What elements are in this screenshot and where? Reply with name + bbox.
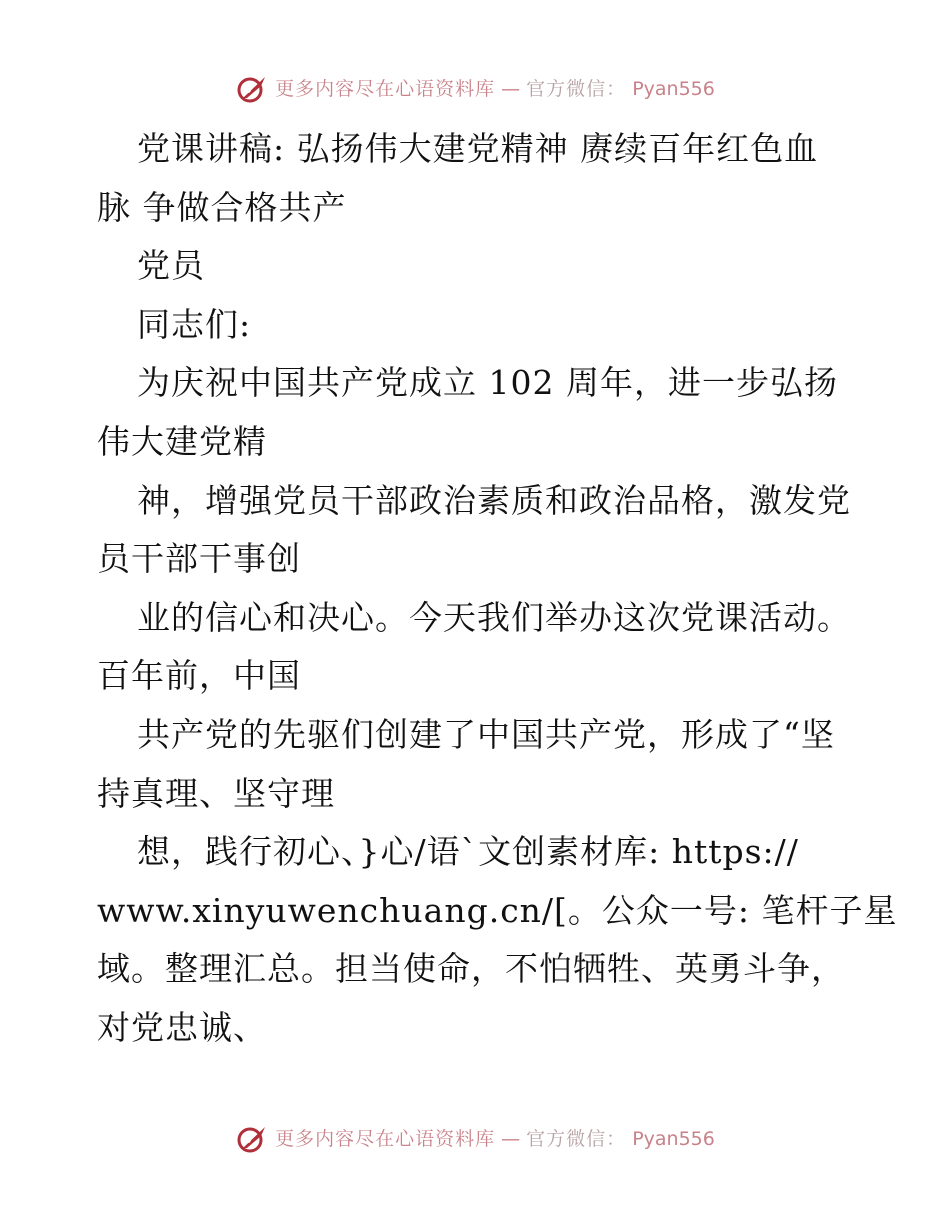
doc-line: 伟大建党精 (97, 421, 267, 461)
quill-logo-icon (235, 74, 269, 104)
quill-logo-icon (235, 1124, 269, 1154)
doc-line: 百年前，中国 (97, 656, 301, 696)
banner-wechat-id: Pyan556 (632, 1128, 715, 1150)
document-body (97, 120, 898, 1058)
doc-line: 为庆祝中国共产党成立 102 周年，进一步弘扬 (137, 363, 838, 403)
banner-wechat-label: 官方微信： (526, 1128, 627, 1150)
doc-line: 对党忠诚、 (97, 1007, 267, 1047)
banner-wechat-label: 官方微信： (526, 78, 627, 100)
banner-text: 更多内容尽在心语资料库 (275, 78, 496, 100)
banner-separator: — (501, 1128, 521, 1150)
doc-line: 持真理、坚守理 (97, 773, 335, 813)
doc-line: 员干部干事创 (97, 539, 301, 579)
doc-line: 神，增强党员干部政治素质和政治品格，激发党 (137, 480, 851, 520)
doc-line: 业的信心和决心。今天我们举办这次党课活动。 (137, 597, 851, 637)
banner-separator: — (501, 78, 521, 100)
doc-line: 党员 (137, 246, 205, 286)
doc-line: 党课讲稿: 弘扬伟大建党精神 赓续百年红色血 (137, 129, 819, 168)
doc-line: 脉 争做合格共产 (97, 187, 347, 227)
banner-wechat-id: Pyan556 (632, 78, 715, 100)
doc-line: www.xinyuwenchuang.cn/[。公众一号: 笔杆子星 (97, 890, 898, 930)
banner-text: 更多内容尽在心语资料库 (275, 1128, 496, 1150)
doc-line: 想，践行初心、}心/语`文创素材库: https:// (137, 832, 799, 872)
doc-line: 域。整理汇总。担当使命，不怕牺牲、英勇斗争， (97, 949, 845, 989)
header-banner (0, 74, 950, 104)
doc-line: 同志们: (137, 304, 252, 344)
footer-banner (0, 1124, 950, 1154)
doc-line: 共产党的先驱们创建了中国共产党，形成了“坚 (137, 714, 835, 754)
